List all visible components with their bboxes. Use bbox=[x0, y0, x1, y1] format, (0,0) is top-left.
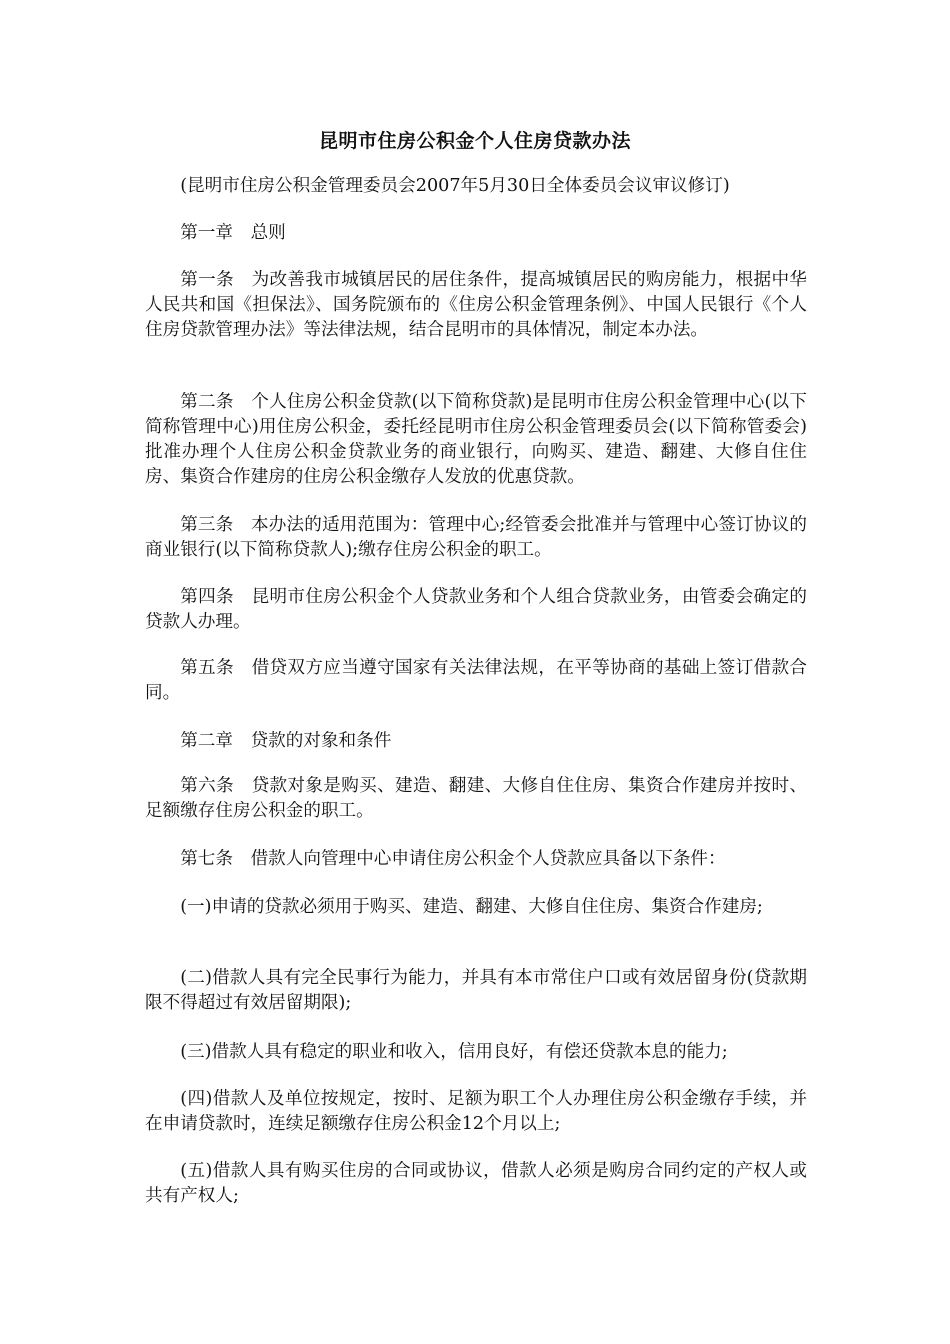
chapter-label: 第二章 bbox=[180, 731, 233, 751]
chapter-title: 总则 bbox=[250, 223, 286, 243]
chapter-title: 贷款的对象和条件 bbox=[250, 731, 392, 751]
chapter-label: 第一章 bbox=[180, 223, 233, 243]
article-label: 第三条 bbox=[180, 515, 234, 535]
document-title: 昆明市住房公积金个人住房贷款办法 bbox=[318, 130, 631, 152]
article-text: 为改善我市城镇居民的居住条件，提高城镇居民的购房能力，根据中华人民共和国《担保法》、国务院颁布的《住房公积金管理条例》、中国人民银行《个人住房贷款管理办法》等法律法规，结合昆明市的具体情况，制定本办法。 bbox=[145, 270, 807, 340]
article-paragraph bbox=[145, 585, 807, 635]
article-label: 第七条 bbox=[180, 849, 233, 869]
document-subtitle: (昆明市住房公积金管理委员会2007年5月30日全体委员会议审议修订) bbox=[180, 176, 730, 196]
article-label: 第六条 bbox=[180, 776, 234, 796]
article-text: 昆明市住房公积金个人贷款业务和个人组合贷款业务，由管委会确定的贷款人办理。 bbox=[145, 587, 807, 632]
article-text: 借贷双方应当遵守国家有关法律法规，在平等协商的基础上签订借款合同。 bbox=[145, 658, 807, 703]
article-text: 个人住房公积金贷款(以下简称贷款)是昆明市住房公积金管理中心(以下简称管理中心)用住房公积金，委托经昆明市住房公积金管理委员会(以下简称管委会)批准办理个人住房公积金贷款业务的商业银行，向购买、建造、翻建、大修自住住房、集资合作建房的住房公积金缴存人发放的优惠贷款。 bbox=[145, 392, 807, 487]
article-label: 第二条 bbox=[180, 392, 234, 412]
list-item: (一)申请的贷款必须用于购买、建造、翻建、大修自住住房、集资合作建房; bbox=[180, 897, 763, 917]
article-paragraph bbox=[145, 774, 807, 824]
list-item: (二)借款人具有完全民事行为能力，并具有本市常住户口或有效居留身份(贷款期限不得超过有效居留期限); bbox=[145, 968, 807, 1013]
article-paragraph bbox=[145, 847, 807, 872]
article-paragraph bbox=[145, 656, 807, 706]
article-label: 第五条 bbox=[180, 658, 234, 678]
article-paragraph bbox=[145, 390, 807, 490]
article-text: 借款人向管理中心申请住房公积金个人贷款应具备以下条件： bbox=[250, 849, 726, 869]
article-text: 贷款对象是购买、建造、翻建、大修自住住房、集资合作建房并按时、足额缴存住房公积金的职工。 bbox=[145, 776, 807, 821]
list-item: (五)借款人具有购买住房的合同或协议，借款人必须是购房合同约定的产权人或共有产权人; bbox=[145, 1161, 807, 1206]
list-item: (三)借款人具有稳定的职业和收入，信用良好，有偿还贷款本息的能力; bbox=[180, 1042, 728, 1062]
article-label: 第四条 bbox=[180, 587, 234, 607]
article-text: 本办法的适用范围为：管理中心;经管委会批准并与管理中心签订协议的商业银行(以下简称贷款人);缴存住房公积金的职工。 bbox=[145, 515, 807, 560]
article-paragraph bbox=[145, 513, 807, 563]
article-label: 第一条 bbox=[180, 270, 234, 290]
list-item: (四)借款人及单位按规定，按时、足额为职工个人办理住房公积金缴存手续，并在申请贷款时，连续足额缴存住房公积金12个月以上; bbox=[145, 1089, 807, 1134]
article-paragraph bbox=[145, 268, 807, 343]
chapter-heading bbox=[145, 729, 807, 754]
chapter-heading bbox=[145, 221, 807, 246]
